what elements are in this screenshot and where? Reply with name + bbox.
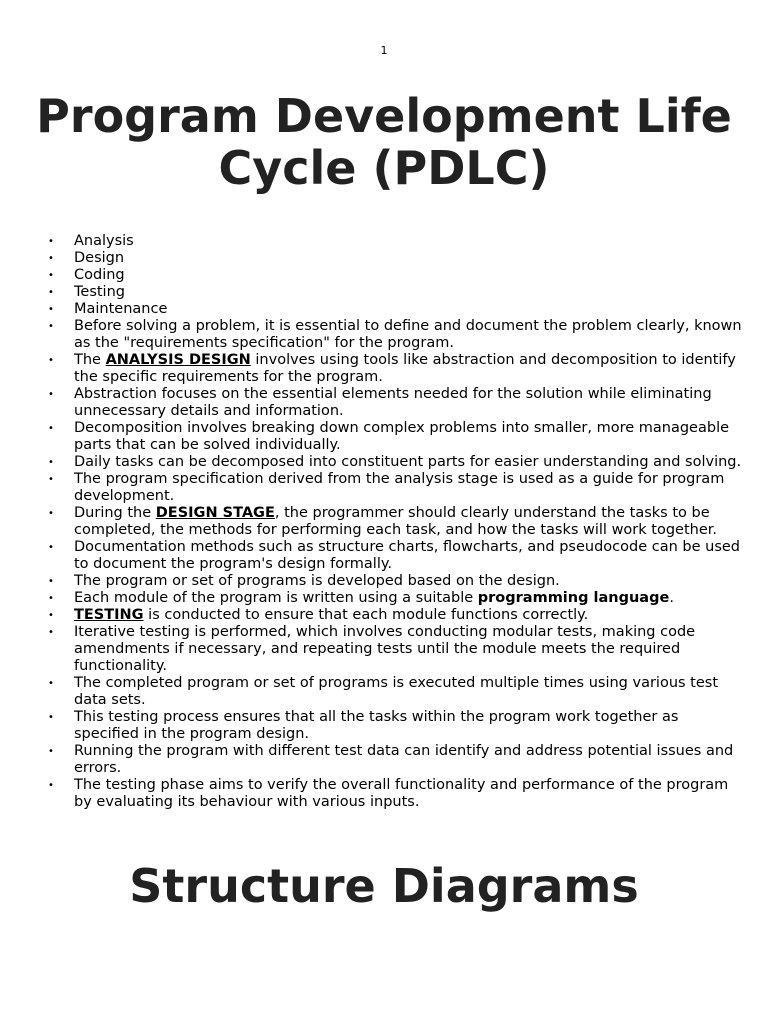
- list-item-development: [0, 573, 768, 590]
- section-heading: Structure Diagrams: [129, 859, 639, 913]
- list-item-abstraction: [0, 386, 768, 420]
- list-item-text-after: , the programmer should clearly understand the tasks to be completed, the methods for performing each task, and how the tasks will work together.: [74, 505, 717, 538]
- list-item-text-before: The: [74, 352, 106, 368]
- list-item-text: Analysis: [74, 233, 134, 249]
- list-item-analysis-design: [0, 352, 768, 386]
- list-item-testing-modules: [0, 607, 768, 624]
- list-item-text: This testing process ensures that all the tasks within the program work together as specified in the program design.: [74, 709, 679, 742]
- list-item-text-after: is conducted to ensure that each module functions correctly.: [143, 607, 589, 623]
- list-item-text: The completed program or set of programs is executed multiple times using various test data sets.: [74, 675, 719, 708]
- list-item-text: The testing phase aims to verify the overall functionality and performance of the program by evaluating its behaviour with various inputs.: [74, 777, 729, 810]
- list-item-coding: [0, 267, 768, 284]
- analysis-design-term: ANALYSIS DESIGN: [105, 352, 251, 368]
- programming-language-term: programming language: [477, 590, 670, 606]
- testing-term: TESTING: [74, 607, 144, 623]
- list-item-text: Documentation methods such as structure charts, flowcharts, and pseudocode can be used to document the program's design formally.: [74, 539, 740, 572]
- list-item-testing: [0, 284, 768, 301]
- list-item-design: [0, 250, 768, 267]
- page-title: Program Development Life Cycle (PDLC): [36, 89, 732, 195]
- list-item-text: Coding: [74, 267, 125, 283]
- list-item-text-after: .: [669, 590, 674, 606]
- list-item-text: Abstraction focuses on the essential elements needed for the solution while eliminating unnecessary details and information.: [74, 386, 712, 419]
- list-item-program-spec: [0, 471, 768, 505]
- list-item-text: The program specification derived from the analysis stage is used as a guide for program development.: [74, 471, 725, 504]
- list-item-requirements-spec: [0, 318, 768, 352]
- list-item-text: Running the program with different test data can identify and address potential issues and errors.: [74, 743, 734, 776]
- list-item-test-data-sets: [0, 675, 768, 709]
- list-item-text: Maintenance: [74, 301, 168, 317]
- list-item-analysis: [0, 233, 768, 250]
- list-item-iterative-testing: [0, 624, 768, 675]
- list-item-daily-tasks: [0, 454, 768, 471]
- list-item-programming-language: [0, 590, 768, 607]
- list-item-text: The program or set of programs is developed based on the design.: [74, 573, 560, 589]
- list-item-testing-phase: [0, 777, 768, 811]
- list-item-text: Before solving a problem, it is essential to define and document the problem clearly, known as the "requirements specification" for the program.: [74, 318, 742, 351]
- page-number: 1: [380, 44, 388, 57]
- list-item-text: Daily tasks can be decomposed into constituent parts for easier understanding and solving.: [74, 454, 742, 470]
- list-item-text-before: During the: [74, 505, 156, 521]
- list-item-text: Iterative testing is performed, which involves conducting modular tests, making code amendments if necessary, and repeating tests until the module meets the required functionality.: [74, 624, 696, 674]
- list-item-testing-process: [0, 709, 768, 743]
- list-item-documentation: [0, 539, 768, 573]
- list-item-maintenance: [0, 301, 768, 318]
- list-item-text: Design: [74, 250, 125, 266]
- list-item-text: Testing: [74, 284, 125, 300]
- list-item-test-data: [0, 743, 768, 777]
- list-item-text: Decomposition involves breaking down complex problems into smaller, more manageable parts that can be solved individually.: [74, 420, 730, 453]
- pdlc-bullet-list: [0, 233, 768, 811]
- list-item-decomposition: [0, 420, 768, 454]
- list-item-design-stage: [0, 505, 768, 539]
- design-stage-term: DESIGN STAGE: [155, 505, 275, 521]
- list-item-text-after: involves using tools like abstraction and decomposition to identify the specific requirements for the program.: [74, 352, 736, 385]
- list-item-text-before: Each module of the program is written using a suitable: [74, 590, 478, 606]
